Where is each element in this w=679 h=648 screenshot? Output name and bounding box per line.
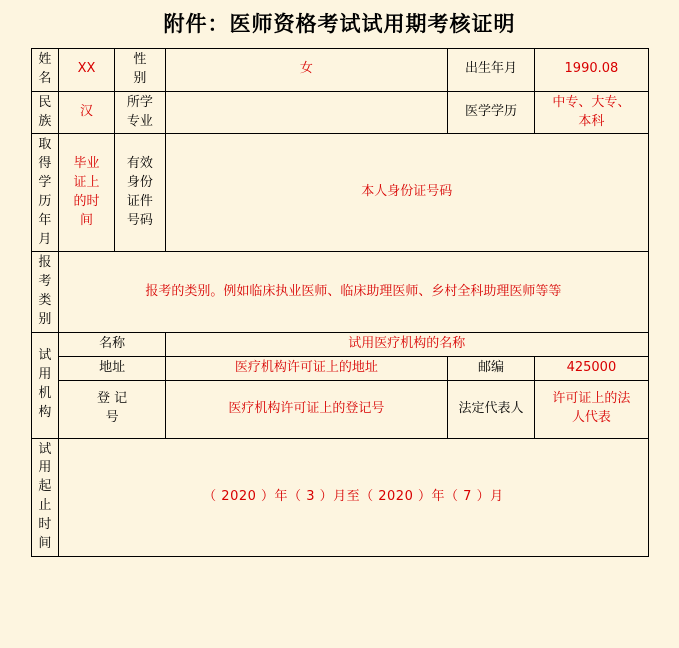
label-exam-category-char-2: 考 [38, 274, 52, 290]
value-birth: 1990.08 [535, 49, 648, 92]
label-name-char-2: 名 [38, 70, 52, 86]
value-id-number: 本人身份证号码 [165, 134, 648, 252]
value-degree-date-line-3: 的时 [73, 193, 100, 209]
table-row [31, 91, 648, 134]
label-ethnicity-char-2: 族 [38, 113, 52, 129]
label-reg-no-line-2: 号 [105, 410, 119, 425]
value-legal-rep [535, 380, 648, 438]
label-degree-date-char-6: 月 [38, 231, 52, 247]
label-exam-category-char-4: 别 [38, 311, 52, 327]
label-postcode: 邮编 [447, 356, 535, 380]
label-ethnicity [31, 91, 59, 134]
label-name-char-1: 姓 [38, 52, 52, 67]
label-org-address: 地址 [59, 356, 166, 380]
label-legal-rep: 法定代表人 [447, 380, 535, 438]
value-degree-date [59, 134, 115, 252]
label-exam-category-char-3: 类 [38, 293, 52, 309]
period-end-month: 7 [463, 488, 472, 504]
table-row [31, 134, 648, 252]
table-row [31, 49, 648, 92]
label-id-type-char-2: 身份 [126, 175, 153, 191]
value-education-line-1: 中专、大专、 [552, 94, 631, 110]
label-trial-org-char-1: 试 [38, 348, 52, 364]
label-org-name: 名称 [59, 332, 166, 356]
period-end-year-char: ）年（ [418, 488, 459, 504]
period-start-year: 2020 [221, 488, 257, 504]
label-trial-period-char-6: 间 [38, 535, 52, 551]
label-major-char-1: 所学 [126, 94, 153, 110]
value-education-line-2: 本科 [578, 113, 605, 129]
label-degree-date-char-3: 学 [38, 175, 52, 191]
label-reg-no-line-1: 登 记 [97, 391, 128, 407]
label-degree-date [31, 134, 59, 252]
label-degree-date-char-5: 年 [38, 212, 52, 228]
label-trial-period-char-5: 时 [38, 516, 52, 532]
label-trial-period-char-2: 用 [38, 460, 52, 476]
label-sex [114, 49, 165, 92]
label-name [31, 49, 59, 92]
label-sex-char-2: 别 [133, 70, 147, 86]
value-reg-no: 医疗机构许可证上的登记号 [165, 380, 447, 438]
certificate-table [31, 48, 649, 557]
value-trial-period [59, 438, 648, 556]
period-suffix: ）月 [476, 488, 504, 504]
period-end-year: 2020 [378, 488, 414, 504]
label-trial-period-char-4: 止 [38, 498, 52, 514]
value-name: XX [59, 49, 115, 92]
label-trial-period-char-3: 起 [38, 479, 52, 495]
page-title: 附件：医师资格考试试用期考核证明 [163, 12, 516, 36]
label-trial-period-char-1: 试 [38, 441, 52, 457]
value-degree-date-line-4: 间 [79, 212, 93, 228]
value-degree-date-line-1: 毕业 [73, 156, 100, 172]
table-row [31, 332, 648, 356]
period-mid: ）月至（ [319, 488, 374, 504]
label-trial-period [31, 438, 59, 556]
label-ethnicity-char-1: 民 [38, 94, 52, 110]
table-row [31, 438, 648, 556]
period-open-paren: （ [203, 488, 217, 504]
label-trial-org-char-3: 机 [38, 386, 52, 402]
value-education [535, 91, 648, 134]
value-degree-date-line-2: 证上 [73, 175, 100, 191]
label-degree-date-char-1: 取 [38, 137, 52, 153]
label-degree-date-char-2: 得 [38, 156, 52, 172]
label-exam-category-char-1: 报 [38, 255, 52, 271]
label-trial-org-char-4: 构 [38, 405, 52, 420]
value-org-address: 医疗机构许可证上的地址 [165, 356, 447, 380]
label-major [114, 91, 165, 134]
label-trial-org [31, 332, 59, 438]
label-id-type-char-4: 号码 [126, 212, 153, 228]
label-id-type-char-1: 有效 [126, 156, 153, 172]
label-education: 医学学历 [447, 91, 535, 134]
period-start-month: 3 [306, 488, 315, 504]
table-row [31, 380, 648, 438]
value-org-name: 试用医疗机构的名称 [165, 332, 648, 356]
label-degree-date-char-4: 历 [38, 193, 52, 209]
label-sex-char-1: 性 [133, 52, 147, 67]
label-birth: 出生年月 [447, 49, 535, 92]
value-sex: 女 [165, 49, 447, 92]
label-id-type-char-3: 证件 [126, 193, 153, 209]
table-row [31, 252, 648, 332]
value-postcode: 425000 [535, 356, 648, 380]
label-reg-no [59, 380, 166, 438]
value-legal-rep-line-2: 人代表 [571, 410, 611, 425]
label-id-type [114, 134, 165, 252]
label-major-char-2: 专业 [126, 113, 153, 129]
label-exam-category [31, 252, 59, 332]
value-ethnicity: 汉 [59, 91, 115, 134]
period-year-char: ）年（ [261, 488, 302, 504]
table-row [31, 356, 648, 380]
value-exam-category: 报考的类别。例如临床执业医师、临床助理医师、乡村全科助理医师等等 [59, 252, 648, 332]
value-legal-rep-line-1: 许可证上的法 [552, 391, 631, 407]
label-trial-org-char-2: 用 [38, 367, 52, 383]
value-major [165, 91, 447, 134]
